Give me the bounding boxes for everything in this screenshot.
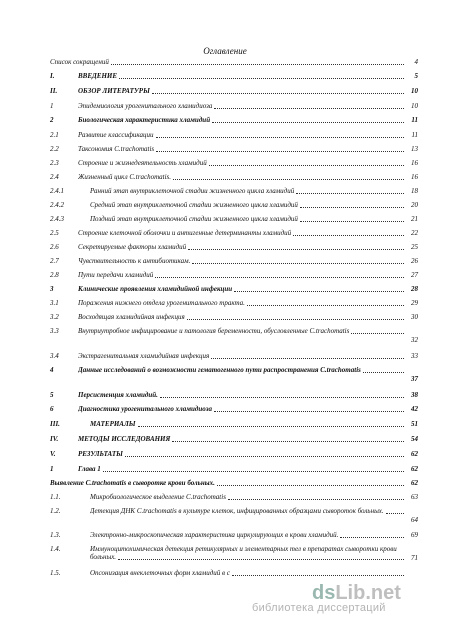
toc-entry-title: Экстрагенитальная хламидийная инфекция	[78, 352, 210, 360]
toc-entry-number: 3.2	[50, 313, 59, 321]
toc-entry-page: 42	[411, 405, 418, 413]
toc-entry-page: 4	[414, 58, 418, 66]
toc-entry-number: 2.4.1	[50, 187, 64, 195]
toc-entry-number: IV.	[50, 435, 59, 443]
toc-entry-title: Данные исследований о возможности гематогенного пути распространения C.trachomatis	[78, 366, 361, 374]
toc-entry-title: РЕЗУЛЬТАТЫ	[78, 450, 123, 458]
toc-entry-title: Ранний этап внутриклеточной стадии жизненного цикла хламидий	[90, 187, 295, 195]
toc-entry-title: Строение клеточной оболочки и антигенные детерминанты хламидий	[78, 229, 292, 237]
toc-entry-number: 3.1	[50, 299, 59, 307]
toc-entry-page: 20	[411, 201, 418, 209]
toc-entry-leader	[188, 249, 404, 250]
toc-entry-page: 11	[411, 131, 418, 139]
toc-entry-number: 1.2.	[50, 507, 61, 515]
toc-entry-title: МАТЕРИАЛЫ	[90, 420, 136, 428]
toc-entry-leader	[211, 358, 404, 359]
toc-entry-leader	[247, 305, 404, 306]
toc-entry-number: 3.4	[50, 352, 59, 360]
toc-entry-page: 11	[411, 116, 418, 124]
toc-entry-page: 64	[411, 516, 418, 524]
toc-entry-title: Внутриутробное инфицирование и патология беременности, обусловленные C.trachomatis	[78, 327, 350, 335]
toc-entry-page: 54	[411, 435, 418, 443]
toc-entry-title: Пути передачи хламидий	[78, 271, 154, 279]
toc-entry-page: 30	[411, 313, 418, 321]
toc-entry-leader	[156, 137, 404, 138]
toc-entry-title: Опсонизация внеклеточных форм хламидий в с	[90, 569, 230, 577]
toc-entry-page: 29	[411, 299, 418, 307]
toc-entry-title: ОБЗОР ЛИТЕРАТУРЫ	[78, 87, 150, 95]
toc-entry-number: 1	[50, 465, 54, 473]
toc-entry-title: Восходящая хламидийная инфекция	[78, 313, 185, 321]
toc-entry-leader	[386, 513, 404, 514]
toc-entry-number: 2.6	[50, 243, 59, 251]
toc-entry-leader	[111, 64, 404, 65]
toc-entry-title: Микробиологическое выделение C.trachomatis	[90, 493, 226, 501]
toc-entry-number: 4	[50, 366, 54, 374]
toc-entry-title: Электронно-микроскопическая характеристика циркулирующих в крови хламидий.	[90, 531, 339, 539]
toc-entry-title: Эпидемиология урогенитального хламидиоза	[78, 102, 213, 110]
toc-entry-title: МЕТОДЫ ИССЛЕДОВАНИЯ	[78, 435, 171, 443]
toc-entry-page: 10	[411, 87, 418, 95]
toc-entry-leader	[103, 471, 404, 472]
toc-entry-number: 1.4.	[50, 545, 61, 553]
toc-entry-title: Детекция ДНК C.trachomatis в культуре клеток, инфицированных образцами сывороток больных.	[90, 507, 384, 515]
toc-entry-number: II.	[50, 87, 58, 95]
toc-entry-title: Биологическая характеристика хламидий	[78, 116, 211, 124]
toc-entry-leader	[228, 499, 404, 500]
toc-entry-title: Клинические проявления хламидийной инфекции	[78, 285, 233, 293]
toc-entry-number: V.	[50, 450, 56, 458]
toc-entry-number: 3.3	[50, 327, 59, 335]
toc-entry-number: 2.7	[50, 257, 59, 265]
toc-entry-leader	[125, 456, 404, 457]
toc-entry-leader	[209, 165, 404, 166]
toc-entry-number: 1.5.	[50, 569, 61, 577]
toc-entry-page: 26	[411, 257, 418, 265]
toc-entry-number: 3	[50, 285, 54, 293]
toc-entry-leader	[300, 207, 404, 208]
toc-entry-title: Выявление C.trachomatis в сыворотке крови больных.	[50, 479, 215, 487]
toc-entry-leader	[293, 235, 404, 236]
toc-entry-page: 13	[411, 145, 418, 153]
toc-entry-number: 2.5	[50, 229, 59, 237]
toc-entry-title: Глава 1	[78, 465, 101, 473]
toc-entry-number: 2	[50, 116, 54, 124]
toc-entry-number: 2.8	[50, 271, 59, 279]
toc-entry-number: 2.2	[50, 145, 59, 153]
toc-entry-number: 5	[50, 391, 54, 399]
toc-entry-page: 28	[411, 285, 418, 293]
toc-entry-page: 62	[411, 450, 418, 458]
toc-entry-title: Поздний этап внутриклеточной стадии жизненного цикла хламидий	[90, 215, 298, 223]
toc-entry-leader	[138, 426, 404, 427]
watermark-logo-rest: Lib.net	[335, 582, 401, 604]
toc-entry-leader	[152, 93, 404, 94]
toc-entry-title: Развитие классификации	[78, 131, 154, 139]
toc-entry-page: 33	[411, 352, 418, 360]
toc-entry-leader	[118, 559, 404, 560]
toc-entry-leader	[232, 575, 404, 576]
toc-entry-title: Строение и жизнедеятельность хламидий	[78, 159, 207, 167]
toc-entry-page: 16	[411, 159, 418, 167]
toc-entry-leader	[214, 411, 404, 412]
toc-entry-title: Иммуноцитохимическая детекция ретикулярных и элементарных тел в препаратах сыворотки крови больных.	[90, 545, 397, 561]
toc-entry-number: 6	[50, 405, 54, 413]
toc-entry-number: 1	[50, 102, 54, 110]
toc-title: Оглавление	[203, 46, 247, 56]
toc-entry-title: Чувствительность к антибиотикам.	[78, 257, 191, 265]
toc-entry-title: Персистенция хламидий.	[78, 391, 158, 399]
toc-entry-number: 2.4.3	[50, 215, 64, 223]
toc-entry-number: III.	[50, 420, 60, 428]
toc-entry-leader	[119, 78, 404, 79]
toc-entry-title: Жизненный цикл C.trachomatis.	[78, 173, 171, 181]
toc-entry-page: 37	[411, 375, 418, 383]
toc-entry-page: 62	[411, 479, 418, 487]
toc-entry-leader	[187, 319, 404, 320]
toc-entry-number: 2.1	[50, 131, 59, 139]
toc-entry-page: 32	[411, 336, 418, 344]
toc-entry-page: 63	[411, 493, 418, 501]
toc-entry-leader	[155, 277, 404, 278]
toc-entry-title: Средний этап внутриклеточной стадии жизненного цикла хламидий	[90, 201, 298, 209]
toc-entry-leader	[296, 193, 404, 194]
toc-entry-page: 18	[411, 187, 418, 195]
toc-entry-number: 2.4	[50, 173, 59, 181]
toc-entry-number: 1.1.	[50, 493, 61, 501]
toc-entry-number: 2.4.2	[50, 201, 64, 209]
toc-entry-leader	[212, 122, 404, 123]
watermark-subtitle: библиотека диссертаций	[252, 602, 386, 614]
toc-entry-leader	[192, 263, 404, 264]
toc-entry-title: Диагностика урогенитального хламидиоза	[78, 405, 212, 413]
toc-entry-number: 1.3.	[50, 531, 61, 539]
toc-entry-page: 71	[411, 554, 418, 562]
toc-entry-page: 5	[414, 72, 418, 80]
toc-entry-title: Поражения нижнего отдела урогенитального тракта.	[78, 299, 245, 307]
toc-entry-leader	[156, 151, 404, 152]
watermark-logo-prefix: ds	[312, 582, 336, 604]
toc-entry-leader	[340, 537, 404, 538]
toc-entry-leader	[173, 179, 404, 180]
toc-entry-leader	[160, 397, 404, 398]
toc-entry-leader	[363, 372, 404, 373]
toc-entry-leader	[300, 221, 404, 222]
toc-entry-leader	[351, 333, 404, 334]
toc-entry-title: Список сокращений	[50, 58, 109, 66]
toc-entry-title: ВВЕДЕНИЕ	[78, 72, 118, 80]
toc-entry-page: 21	[411, 215, 418, 223]
toc-entry-number: I.	[50, 72, 55, 80]
toc-entry-page: 16	[411, 173, 418, 181]
toc-entry-page: 62	[411, 465, 418, 473]
toc-entry-leader	[214, 108, 404, 109]
toc-entry-title: Секретируемые факторы хламидий	[78, 243, 187, 251]
toc-entry-leader	[172, 441, 404, 442]
toc-entry-page: 10	[411, 102, 418, 110]
toc-entry-page: 25	[411, 243, 418, 251]
toc-entry-leader	[217, 485, 404, 486]
toc-entry-leader	[234, 291, 404, 292]
toc-entry-title: Таксономия C.trachomatis	[78, 145, 155, 153]
toc-entry-page: 69	[411, 531, 418, 539]
toc-entry-number: 2.3	[50, 159, 59, 167]
toc-entry-page: 51	[411, 420, 418, 428]
watermark	[252, 582, 442, 616]
toc-entry-page: 38	[411, 391, 418, 399]
toc-entry-page: 27	[411, 271, 418, 279]
toc-entry-page: 22	[411, 229, 418, 237]
